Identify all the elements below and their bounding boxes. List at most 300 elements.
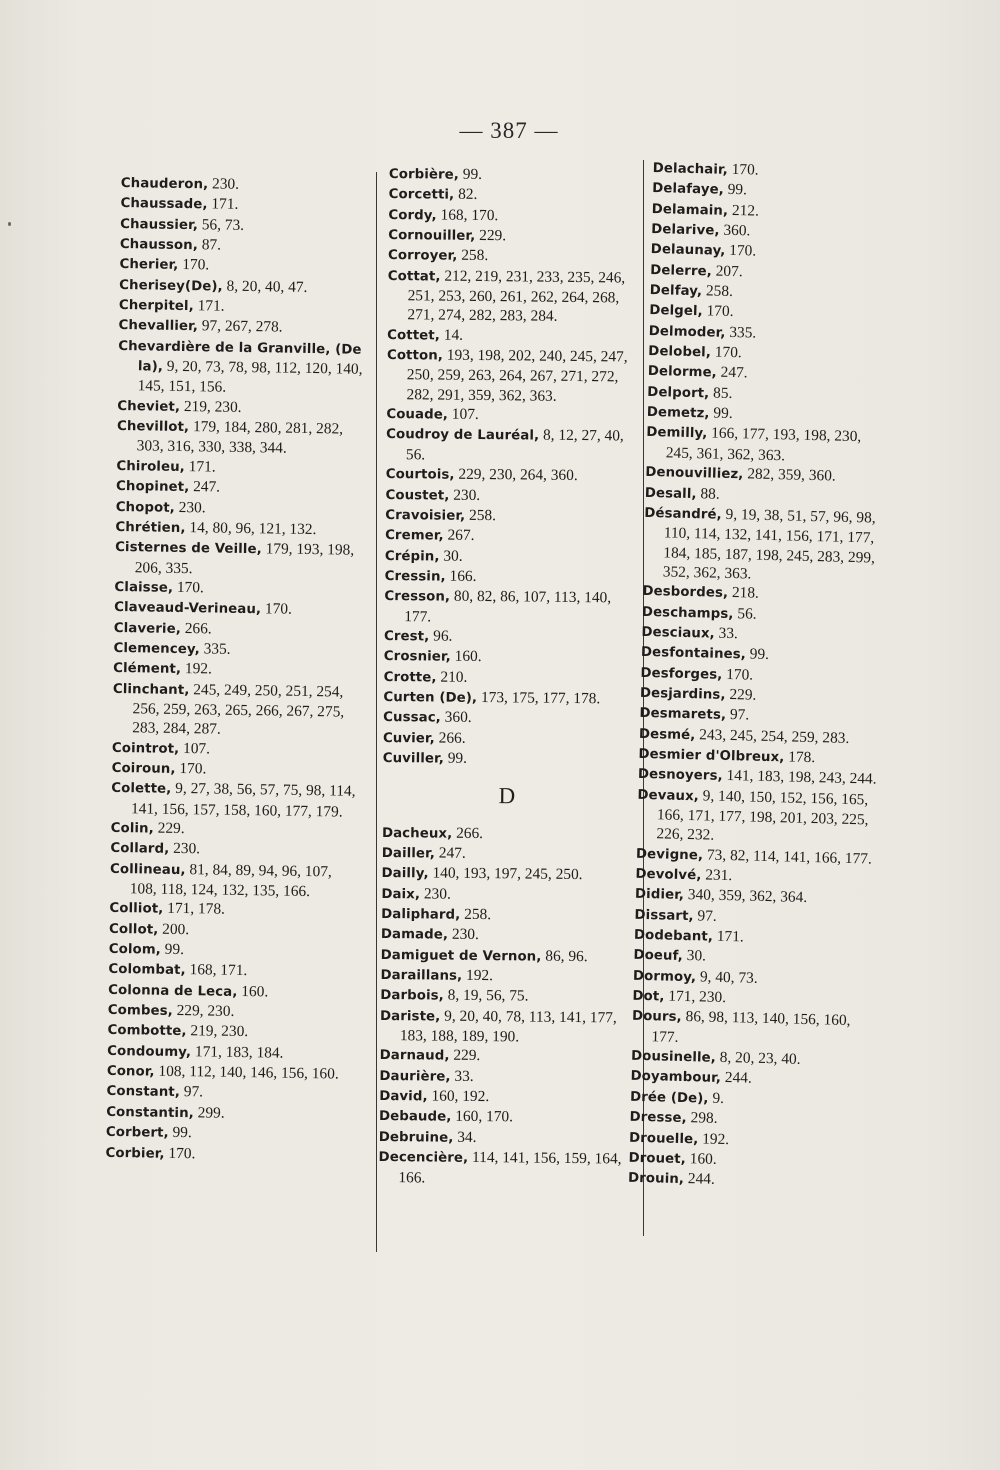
entry-name: Darnaud,	[379, 1048, 450, 1065]
entry-pages: 207.	[711, 262, 743, 280]
entry-pages: 335.	[725, 323, 757, 342]
entry-name: Delamain,	[651, 201, 729, 219]
entry-pages: 171, 178.	[163, 900, 226, 919]
entry-pages: 97.	[693, 906, 717, 925]
entry-pages: 229.	[153, 819, 185, 838]
entry-pages: 170.	[178, 256, 210, 274]
entry-pages: 14, 80, 96, 121, 132.	[185, 518, 317, 538]
entry-name: Chevillot,	[116, 419, 190, 436]
entry-pages: 299.	[193, 1104, 225, 1122]
entry-pages: 108, 112, 140, 146, 156, 160.	[154, 1062, 339, 1083]
index-entry	[383, 687, 633, 710]
entry-name: Crosnier,	[383, 649, 451, 665]
entry-name: Coustet,	[385, 487, 450, 504]
entry-name: Claverie,	[113, 620, 182, 637]
entry-pages: 178.	[784, 748, 816, 767]
entry-pages: 34.	[453, 1128, 477, 1146]
entry-name: Delachair,	[652, 160, 729, 178]
entry-name: Coudroy de Lauréal,	[386, 427, 540, 445]
entry-name: Desmé,	[638, 726, 696, 743]
entry-name: Desall,	[644, 485, 697, 502]
entry-pages: 9, 19, 38, 51, 57, 96, 98, 110, 114, 132, 141, 156, 171, 177, 184, 185, 187, 198, 245, 283, 299, 352, 362, 363.	[662, 505, 876, 583]
entry-pages: 9, 20, 73, 78, 98, 112, 120, 140, 145, 151, 156.	[137, 357, 363, 397]
entry-pages: 340, 359, 362, 364.	[683, 886, 808, 907]
entry-pages: 219, 230.	[179, 397, 242, 416]
entry-pages: 192.	[462, 966, 494, 985]
entry-name: Chevallier,	[118, 318, 199, 335]
entry-pages: 258.	[465, 506, 497, 524]
entry-pages: 170.	[727, 160, 759, 179]
entry-name: David,	[379, 1089, 428, 1105]
entry-name: Cuviller,	[382, 750, 444, 767]
index-column-2	[378, 164, 639, 1189]
entry-pages: 170.	[702, 302, 734, 321]
index-entry	[384, 646, 634, 669]
entry-pages: 229.	[449, 1047, 481, 1065]
entry-pages: 170.	[722, 665, 754, 684]
index-entry	[382, 843, 632, 866]
entry-name: Drouelle,	[628, 1130, 699, 1147]
index-entry	[105, 1142, 355, 1166]
index-entry	[112, 679, 363, 742]
index-entry	[379, 1086, 629, 1109]
entry-name: Desmarets,	[639, 706, 727, 724]
entry-name: Curten (De),	[383, 689, 478, 706]
entry-name: Clément,	[113, 661, 182, 678]
entry-pages: 230.	[449, 486, 481, 504]
entry-name: Cottat,	[387, 268, 441, 285]
entry-pages: 166.	[445, 567, 477, 585]
entry-pages: 170.	[725, 242, 757, 260]
entry-pages: 9, 27, 38, 56, 57, 75, 98, 114, 141, 156, 157, 158, 160, 177, 179.	[130, 780, 356, 821]
index-entry	[380, 985, 630, 1008]
entry-pages: 298.	[686, 1109, 718, 1128]
index-entry	[384, 626, 634, 649]
index-entry	[386, 404, 636, 427]
index-entry	[381, 904, 631, 927]
entry-pages: 230.	[447, 926, 479, 944]
entry-name: Cheviet,	[117, 398, 181, 415]
entry-name: Cherisey(De),	[119, 277, 223, 295]
entry-name: Dormoy,	[632, 968, 697, 986]
entry-pages: 230.	[419, 885, 451, 903]
index-entry	[386, 464, 636, 487]
entry-name: Cravoisier,	[385, 507, 466, 524]
entry-pages: 170.	[261, 600, 293, 618]
entry-pages: 107.	[179, 739, 211, 758]
entry-name: Demilly,	[646, 425, 708, 442]
index-entry	[118, 336, 369, 400]
entry-pages: 229.	[725, 685, 757, 704]
entry-pages: 229, 230.	[172, 1002, 235, 1020]
entry-pages: 80, 82, 86, 107, 113, 140, 177.	[404, 587, 612, 626]
entry-name: Dacheux,	[381, 825, 453, 842]
index-entry	[636, 784, 877, 849]
index-entry	[110, 859, 361, 903]
index-entry	[387, 325, 637, 348]
entry-pages: 335.	[199, 640, 231, 658]
index-entry	[385, 505, 635, 528]
entry-name: Cordy,	[388, 207, 437, 224]
entry-pages: 230.	[169, 840, 201, 858]
entry-name: Debaude,	[378, 1109, 452, 1126]
entry-name: Drouin,	[627, 1170, 685, 1188]
entry-pages: 212.	[727, 201, 760, 220]
entry-name: Delfay,	[649, 283, 703, 300]
entry-name: Devaux,	[637, 787, 700, 804]
entry-name: Collot,	[109, 921, 159, 938]
entry-name: Couade,	[386, 407, 449, 423]
entry-name: Damade,	[380, 927, 449, 944]
entry-pages: 168, 170.	[436, 206, 499, 224]
entry-name: Corbière,	[388, 166, 460, 183]
entry-pages: 218.	[727, 584, 760, 602]
letter-heading: D	[498, 783, 517, 809]
entry-pages: 73, 82, 114, 141, 166, 177.	[702, 846, 873, 868]
entry-pages: 97.	[725, 706, 750, 724]
entry-name: Cussac,	[383, 710, 441, 726]
index-entry	[385, 484, 635, 507]
entry-pages: 258.	[457, 247, 489, 265]
entry-name: Daurière,	[379, 1068, 451, 1085]
entry-pages: 97.	[179, 1083, 204, 1101]
entry-name: Damiguet de Vernon,	[380, 947, 542, 965]
entry-name: Delmoder,	[648, 323, 726, 341]
index-entry	[380, 1045, 630, 1068]
entry-pages: 140, 193, 197, 245, 250.	[428, 864, 583, 884]
entry-pages: 97, 267, 278.	[197, 317, 283, 336]
entry-name: Courtois,	[385, 467, 455, 483]
entry-pages: 99.	[709, 404, 733, 423]
entry-name: Denouvilliez,	[645, 465, 744, 483]
entry-pages: 170.	[172, 578, 204, 597]
entry-pages: 360.	[440, 708, 472, 727]
index-entry	[382, 823, 632, 846]
entry-pages: 230.	[208, 175, 240, 193]
entry-name: Corbert,	[105, 1125, 169, 1142]
entry-pages: 8, 20, 40, 47.	[222, 277, 308, 296]
entry-name: Chevardière de la Granville, (De la),	[118, 338, 362, 375]
entry-pages: 141, 183, 198, 243, 244.	[722, 767, 877, 788]
entry-name: Cherier,	[119, 257, 179, 274]
index-entry	[381, 863, 631, 886]
entry-pages: 266.	[434, 729, 466, 747]
entry-pages: 171.	[712, 927, 744, 946]
entry-name: Debruine,	[378, 1129, 454, 1146]
entry-pages: 171.	[193, 297, 225, 315]
entry-pages: 170.	[164, 1144, 196, 1162]
entry-pages: 86, 98, 113, 140, 156, 160, 177.	[651, 1008, 851, 1046]
entry-name: Cotton,	[386, 348, 444, 364]
entry-pages: 166, 177, 193, 198, 230, 245, 361, 362, 363.	[665, 424, 862, 465]
entry-name: Devolvé,	[635, 866, 702, 884]
entry-name: Colliot,	[109, 901, 164, 918]
entry-name: Clemencey,	[113, 640, 200, 658]
entry-pages: 8, 19, 56, 75.	[443, 987, 529, 1005]
entry-name: Dresse,	[629, 1109, 687, 1127]
entry-pages: 99.	[160, 940, 185, 959]
index-entry	[384, 586, 634, 628]
entry-name: Collard,	[110, 841, 170, 858]
entry-name: Desciaux,	[641, 624, 715, 642]
entry-pages: 245, 249, 250, 251, 254, 256, 259, 263, 265, 266, 267, 275, 283, 284, 287.	[132, 680, 345, 738]
entry-name: Corcetti,	[388, 187, 455, 204]
index-entry	[385, 525, 635, 548]
index-entry	[385, 566, 635, 589]
entry-pages: 267.	[443, 526, 475, 545]
entry-name: Corroyer,	[387, 248, 458, 265]
page-number: — 387 —	[459, 118, 559, 143]
entry-name: Didier,	[634, 887, 685, 904]
entry-pages: 192.	[698, 1129, 730, 1148]
entry-name: Daix,	[381, 886, 421, 903]
entry-pages: 33.	[714, 624, 739, 643]
entry-name: Colette,	[111, 781, 172, 798]
index-entry	[381, 924, 631, 947]
entry-name: Desnoyers,	[637, 767, 723, 785]
index-entry	[380, 1006, 630, 1048]
entry-name: Delobel,	[648, 344, 712, 361]
index-entry	[387, 266, 638, 328]
entry-pages: 247.	[434, 844, 466, 862]
index-entry	[378, 1147, 628, 1189]
entry-name: Désandré,	[644, 505, 722, 523]
entry-name: Dot,	[632, 988, 665, 1005]
index-entry	[388, 245, 638, 268]
entry-name: Cottet,	[387, 327, 441, 344]
entry-pages: 168, 171.	[185, 961, 248, 980]
index-entry	[643, 503, 885, 587]
entry-name: Constant,	[106, 1084, 181, 1101]
entry-pages: 56, 73.	[197, 215, 245, 234]
entry-pages: 99.	[458, 165, 483, 183]
index-entry	[389, 184, 639, 207]
entry-name: Constantin,	[106, 1104, 194, 1122]
entry-name: Combes,	[107, 1002, 173, 1020]
entry-name: Cressin,	[384, 568, 446, 585]
entry-pages: 82.	[454, 186, 478, 204]
entry-pages: 266.	[180, 619, 212, 638]
entry-name: Dissart,	[634, 907, 694, 924]
entry-name: Cremer,	[385, 528, 444, 544]
entry-pages: 282, 359, 360.	[743, 465, 836, 485]
entry-name: Cointrot,	[111, 740, 180, 757]
entry-pages: 247.	[189, 478, 221, 496]
entry-name: Conor,	[106, 1064, 155, 1080]
index-entry	[381, 945, 631, 968]
entry-name: Darbois,	[380, 988, 444, 1005]
index-entry	[389, 164, 639, 187]
entry-name: Chrétien,	[115, 519, 186, 536]
entry-pages: 160, 192.	[427, 1087, 490, 1106]
entry-name: Doyambour,	[630, 1069, 722, 1087]
entry-name: Crest,	[383, 628, 430, 645]
entry-name: Colonna de Leca,	[108, 982, 238, 1000]
entry-pages: 87.	[197, 236, 222, 254]
entry-name: Colin,	[110, 820, 154, 837]
entry-name: Delorme,	[647, 364, 717, 382]
entry-pages: 173, 175, 177, 178.	[477, 688, 601, 708]
entry-pages: 96.	[429, 627, 453, 645]
column-divider	[376, 172, 377, 1252]
entry-name: Delafaye,	[652, 181, 724, 199]
entry-name: Condoumy,	[107, 1043, 192, 1060]
entry-name: Deschamps,	[641, 604, 734, 622]
index-entry	[388, 225, 638, 248]
entry-name: Delport,	[647, 384, 710, 402]
entry-name: Chopot,	[115, 499, 175, 516]
entry-name: Doeuf,	[633, 948, 684, 965]
entry-name: Chopinet,	[115, 479, 190, 496]
entry-name: Desforges,	[640, 665, 723, 683]
entry-pages: 160.	[450, 647, 482, 666]
entry-pages: 81, 84, 89, 94, 96, 107, 108, 118, 124, 132, 135, 166.	[129, 860, 332, 901]
entry-pages: 244.	[683, 1170, 716, 1189]
entry-name: Chaussier,	[120, 216, 199, 233]
entry-name: Dariste,	[379, 1008, 441, 1025]
index-entry	[380, 965, 630, 988]
index-column-2-part-c	[383, 164, 639, 771]
entry-name: Desmier d'Olbreux,	[638, 746, 785, 766]
entry-pages: 107.	[447, 405, 479, 424]
entry-name: Delgel,	[649, 303, 703, 320]
entry-pages: 170.	[710, 343, 742, 362]
index-column-3	[628, 158, 893, 1194]
index-entry	[386, 424, 636, 466]
entry-pages: 99.	[723, 181, 748, 199]
entry-pages: 230.	[174, 498, 206, 516]
entry-pages: 229.	[475, 226, 507, 245]
entry-name: Chaussade,	[120, 196, 208, 213]
entry-pages: 9, 40, 73.	[695, 968, 758, 987]
entry-name: Coiroun,	[111, 760, 176, 777]
entry-pages: 266.	[452, 824, 484, 842]
entry-pages: 8, 20, 23, 40.	[715, 1048, 801, 1068]
entry-name: Chauderon,	[120, 175, 209, 193]
index-entry	[646, 422, 887, 468]
index-entry	[384, 667, 634, 690]
entry-pages: 231.	[701, 866, 733, 885]
entry-name: Combotte,	[107, 1023, 187, 1040]
entry-pages: 30.	[682, 947, 707, 965]
entry-pages: 210.	[436, 668, 468, 686]
entry-pages: 14.	[439, 326, 464, 344]
index-entry	[631, 1006, 872, 1052]
entry-name: Crotte,	[383, 669, 437, 686]
entry-pages: 160.	[685, 1149, 717, 1168]
index-entry	[383, 748, 633, 771]
entry-name: Cherpitel,	[118, 298, 194, 315]
index-entry	[379, 1127, 629, 1150]
entry-name: Colom,	[108, 941, 162, 958]
entry-pages: 171.	[207, 195, 239, 214]
entry-name: Drée (De),	[629, 1089, 709, 1107]
entry-pages: 9.	[708, 1089, 725, 1107]
entry-pages: 114, 141, 156, 159, 164, 166.	[398, 1149, 622, 1186]
entry-pages: 247.	[716, 364, 748, 382]
entry-pages: 179, 184, 280, 281, 282, 303, 316, 330, 338, 344.	[136, 418, 344, 458]
entry-pages: 33.	[450, 1067, 474, 1085]
entry-pages: 219, 230.	[186, 1022, 249, 1041]
index-entry	[383, 707, 633, 730]
index-entry	[111, 778, 362, 822]
entry-pages: 56.	[733, 604, 757, 623]
index-entry	[379, 1066, 629, 1089]
entry-pages: 212, 219, 231, 233, 235, 246, 251, 253, 260, 261, 262, 264, 268, 271, 274, 282, 283, 284.	[407, 267, 626, 326]
index-entry	[385, 546, 635, 569]
entry-name: Delaunay,	[650, 242, 726, 260]
entry-pages: 8, 12, 27, 40, 56.	[405, 427, 624, 464]
entry-pages: 30.	[439, 547, 463, 565]
entry-name: Desjardins,	[639, 685, 726, 703]
entry-name: Dailly,	[381, 866, 429, 882]
entry-pages: 171.	[184, 457, 216, 476]
entry-name: Chiroleu,	[116, 458, 185, 475]
entry-name: Cuvier,	[382, 730, 435, 747]
entry-pages: 171, 230.	[664, 987, 727, 1007]
paper-speck	[8, 222, 11, 226]
entry-name: Dousinelle,	[630, 1048, 717, 1066]
entry-pages: 193, 198, 202, 240, 245, 247, 250, 259, 263, 264, 267, 271, 272, 282, 291, 359, 362, 363.	[406, 346, 628, 405]
entry-name: Claisse,	[114, 579, 174, 596]
entry-name: Drouet,	[628, 1150, 687, 1167]
entry-name: Chausson,	[119, 237, 199, 254]
entry-pages: 192.	[180, 660, 213, 678]
entry-name: Cisternes de Veille,	[114, 540, 262, 558]
entry-pages: 99.	[168, 1124, 192, 1142]
entry-name: Collineau,	[109, 861, 186, 878]
entry-pages: 86, 96.	[541, 947, 588, 965]
entry-pages: 99.	[745, 645, 770, 664]
index-entry	[383, 728, 633, 751]
entry-name: Delerre,	[650, 262, 713, 280]
entry-name: Decencière,	[378, 1150, 469, 1167]
entry-name: Dours,	[631, 1009, 682, 1026]
entry-pages: 244.	[720, 1069, 752, 1088]
entry-name: Desfontaines,	[640, 645, 747, 663]
index-column-2-part-d	[378, 823, 632, 1190]
entry-pages: 88.	[696, 484, 720, 503]
index-entry	[386, 345, 637, 407]
index-column-1	[105, 173, 371, 1167]
index-entry	[379, 1106, 629, 1129]
entry-name: Devigne,	[635, 846, 704, 864]
entry-name: Crépin,	[384, 548, 440, 565]
entry-name: Dailler,	[381, 845, 436, 862]
index-entry	[117, 416, 368, 460]
entry-pages: 258.	[701, 282, 734, 301]
entry-pages: 171, 183, 184.	[190, 1042, 284, 1062]
entry-pages: 229, 230, 264, 360.	[454, 465, 578, 485]
entry-name: Daliphard,	[381, 906, 461, 923]
entry-pages: 243, 245, 254, 259, 283.	[695, 725, 850, 747]
entry-pages: 9, 20, 40, 78, 113, 141, 177, 183, 188, 189, 190.	[399, 1007, 617, 1046]
entry-name: Colombat,	[108, 962, 186, 979]
entry-pages: 9, 140, 150, 152, 156, 165, 166, 171, 177, 198, 201, 203, 225, 226, 232.	[656, 786, 869, 845]
entry-name: Cornouiller,	[388, 228, 476, 244]
entry-pages: 85.	[709, 384, 733, 402]
entry-pages: 200.	[158, 920, 190, 938]
entry-name: Corbier,	[105, 1145, 165, 1162]
entry-name: Daraillans,	[380, 968, 463, 984]
entry-pages: 360.	[719, 221, 751, 240]
entry-name: Cresson,	[384, 589, 451, 605]
entry-pages: 170.	[175, 759, 207, 778]
entry-pages: 160.	[237, 982, 269, 1001]
entry-pages: 179, 193, 198, 206, 335.	[134, 540, 355, 577]
entry-name: Claveaud-Verineau,	[114, 600, 262, 618]
entry-pages: 99.	[443, 749, 468, 767]
